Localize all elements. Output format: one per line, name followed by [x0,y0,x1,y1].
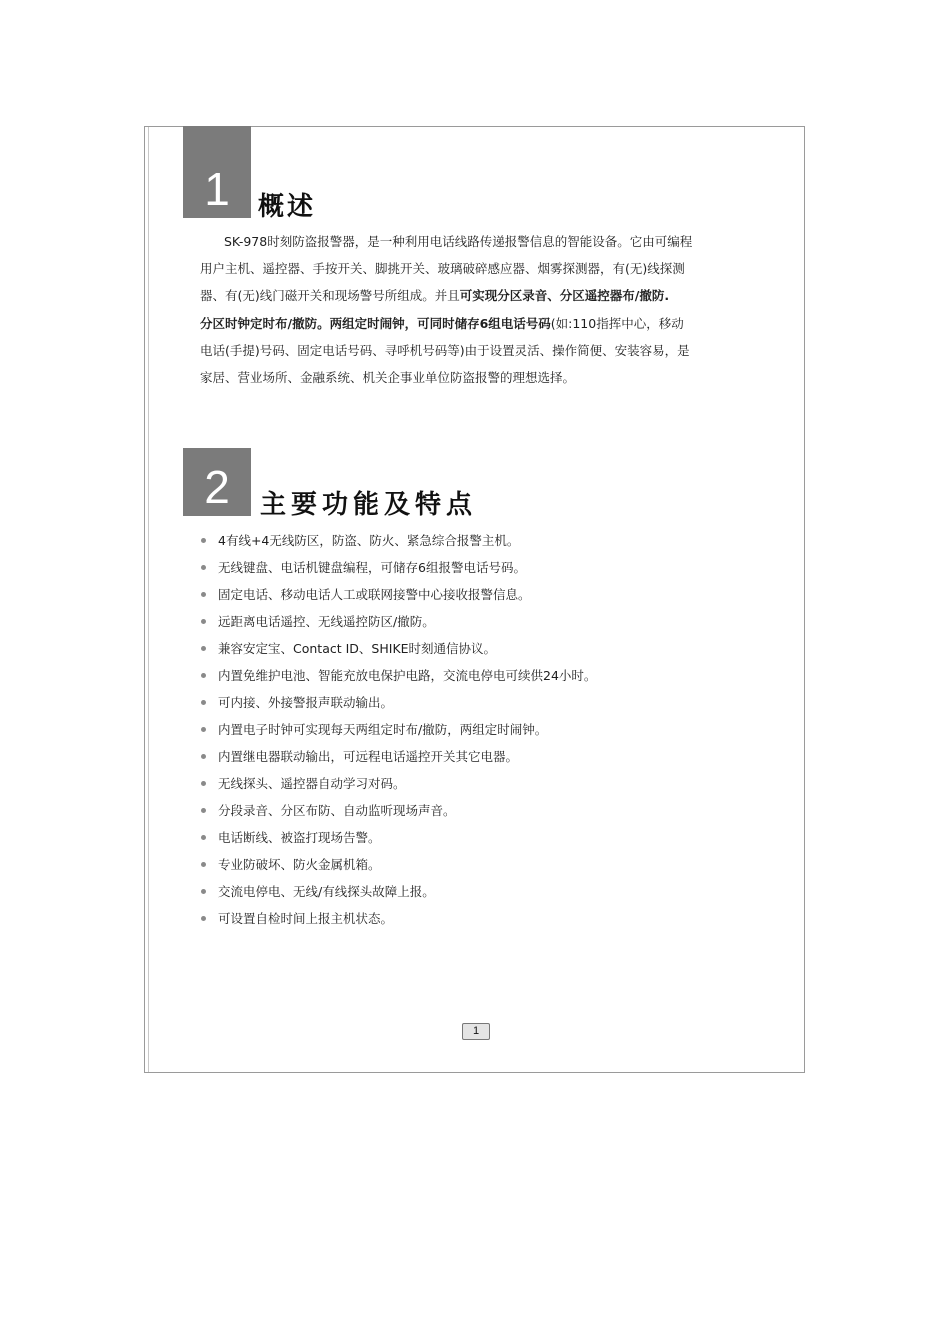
paragraph-line: SK-978时刻防盗报警器，是一种利用电话线路传递报警信息的智能设备。它由可编程 [224,234,693,249]
feature-item [198,554,596,581]
section-heading: 主要功能及特点 [260,490,478,520]
section-heading: 概述 [258,192,317,222]
bullet-icon [201,538,206,543]
bullet-icon [201,646,206,651]
feature-item [198,662,596,689]
bullet-icon [201,862,206,867]
bullet-icon [201,835,206,840]
bullet-icon [201,700,206,705]
overview-paragraph [200,228,740,391]
feature-text: 无线探头、遥控器自动学习对码。 [218,776,406,791]
paragraph-bold-text: 分区时钟定时布/撤防。两组定时闹钟，可同时储存6组电话号码 [200,315,551,331]
feature-text: 内置电子时钟可实现每天两组定时布/撤防，两组定时闹钟。 [218,722,548,737]
section-number-block: 2 [183,448,251,516]
feature-item [198,581,596,608]
feature-item [198,689,596,716]
feature-list [198,527,596,932]
feature-text: 电话断线、被盗打现场告警。 [218,830,381,845]
bullet-icon [201,565,206,570]
feature-text: 4有线+4无线防区，防盗、防火、紧急综合报警主机。 [218,533,520,548]
bullet-icon [201,754,206,759]
feature-text: 远距离电话遥控、无线遥控防区/撤防。 [218,614,435,629]
paragraph-line: 电话(手提)号码、固定电话号码、寻呼机号码等)由于设置灵活、操作简便、安装容易，是 [200,342,690,358]
bullet-icon [201,916,206,921]
bullet-icon [201,673,206,678]
bullet-icon [201,781,206,786]
feature-item [198,770,596,797]
feature-item [198,608,596,635]
feature-item [198,635,596,662]
bullet-icon [201,619,206,624]
feature-text: 固定电话、移动电话人工或联网接警中心接收报警信息。 [218,587,531,602]
feature-text: 内置免维护电池、智能充放电保护电路，交流电停电可续供24小时。 [218,668,597,683]
feature-text: 可设置自检时间上报主机状态。 [218,911,394,926]
feature-text: 无线键盘、电话机键盘编程，可储存6组报警电话号码。 [218,560,526,575]
bullet-icon [201,889,206,894]
paragraph-line [200,310,740,337]
section-number-block: 1 [183,126,251,218]
bullet-icon [201,808,206,813]
feature-text: 兼容安定宝、Contact ID、SHIKE时刻通信协议。 [218,641,497,656]
feature-item [198,716,596,743]
bullet-icon [201,592,206,597]
feature-item [198,527,596,554]
paragraph-bold-text: 可实现分区录音、分区遥控器布/撤防. [459,288,670,304]
feature-text: 交流电停电、无线/有线探头故障上报。 [218,884,435,899]
feature-item [198,824,596,851]
bullet-icon [201,727,206,732]
feature-item [198,797,596,824]
feature-item [198,878,596,905]
paragraph-line [200,282,740,309]
feature-text: 可内接、外接警报声联动输出。 [218,695,394,710]
paragraph-text: (如:110指挥中心，移动 [550,315,684,331]
feature-text: 专业防破坏、防火金属机箱。 [218,857,381,872]
page-number: 1 [462,1023,490,1040]
feature-text: 内置继电器联动输出，可远程电话遥控开关其它电器。 [218,749,519,764]
feature-item [198,905,596,932]
feature-item [198,851,596,878]
paragraph-text: 器、有(无)线门磁开关和现场警号所组成。并且 [200,288,460,304]
feature-text: 分段录音、分区布防、自动监听现场声音。 [218,803,456,818]
feature-item [198,743,596,770]
paragraph-line: 用户主机、遥控器、手按开关、脚挑开关、玻璃破碎感应器、烟雾探测器，有(无)线探测 [200,261,685,277]
paragraph-line: 家居、营业场所、金融系统、机关企事业单位防盗报警的理想选择。 [200,370,576,386]
